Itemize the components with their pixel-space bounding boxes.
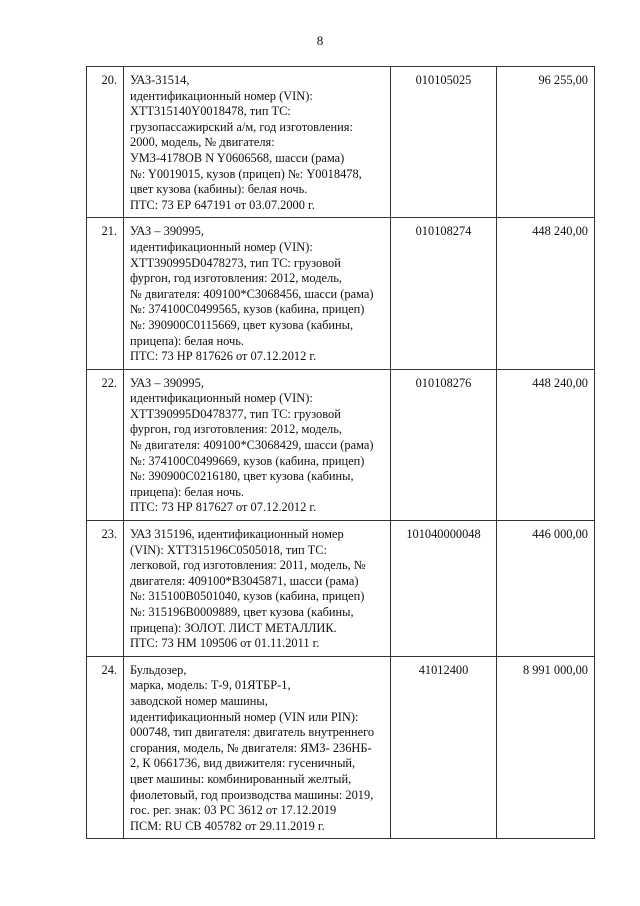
- description-line: XTT390995D0478377, тип ТС: грузовой: [130, 406, 341, 421]
- row-number: 23.: [87, 521, 124, 657]
- description-line: (VIN): XTT315196C0505018, тип ТС:: [130, 542, 327, 557]
- description-line: УАЗ – 390995,: [130, 375, 204, 390]
- description-line: УАЗ – 390995,: [130, 224, 204, 239]
- description-line: цвет кузова (кабины): белая ночь.: [130, 182, 308, 197]
- description-line: №: 390900С0216180, цвет кузова (кабины,: [130, 469, 354, 484]
- property-table: [86, 66, 595, 839]
- row-inventory-code: 41012400: [391, 656, 497, 839]
- description-line: № двигателя: 409100*С3068429, шасси (рама): [130, 438, 374, 453]
- row-description: [124, 67, 391, 218]
- description-line: фургон, год изготовления: 2012, модель,: [130, 271, 342, 286]
- description-line: прицепа): белая ночь.: [130, 333, 244, 348]
- row-price: 8 991 000,00: [497, 656, 595, 839]
- description-line: идентификационный номер (VIN):: [130, 239, 313, 254]
- description-line: ПТС: 73 НМ 109506 от 01.11.2011 г.: [130, 636, 320, 651]
- description-line: сгорания, модель, № двигателя: ЯМЗ- 236НБ-: [130, 740, 372, 755]
- row-description: [124, 521, 391, 657]
- table-row: [87, 656, 595, 839]
- row-number: 20.: [87, 67, 124, 218]
- description-line: ПТС: 73 ЕР 647191 от 03.07.2000 г.: [130, 197, 315, 212]
- description-line: прицепа): белая ночь.: [130, 484, 244, 499]
- row-number: 24.: [87, 656, 124, 839]
- row-number: 22.: [87, 369, 124, 520]
- description-line: идентификационный номер (VIN):: [130, 88, 313, 103]
- description-line: XTT315140Y0018478, тип ТС:: [130, 104, 291, 119]
- description-line: гос. рег. знак: 03 РС 3612 от 17.12.2019: [130, 803, 337, 818]
- description-line: ПТС: 73 НР 817626 от 07.12.2012 г.: [130, 349, 317, 364]
- row-inventory-code: 010108274: [391, 218, 497, 369]
- description-line: №: 315196В0009889, цвет кузова (кабины,: [130, 605, 354, 619]
- table-row: [87, 218, 595, 369]
- description-line: фургон, год изготовления: 2012, модель,: [130, 422, 342, 437]
- description-line: ПСМ: RU CB 405782 от 29.11.2019 г.: [130, 818, 325, 833]
- row-inventory-code: 010105025: [391, 67, 497, 218]
- description-line: №: 374100С0499565, кузов (кабина, прицеп): [130, 302, 365, 317]
- description-line: марка, модель: Т-9, 01ЯТБР-1,: [130, 678, 291, 693]
- description-line: №: 374100С0499669, кузов (кабина, прицеп): [130, 453, 365, 468]
- description-line: идентификационный номер (VIN):: [130, 391, 313, 406]
- row-inventory-code: 101040000048: [391, 521, 497, 657]
- description-line: №: 315100В0501040, кузов (кабина, прицеп): [130, 589, 365, 604]
- page-number: 8: [316, 33, 324, 48]
- table-row: [87, 369, 595, 520]
- description-line: грузопассажирский а/м, год изготовления:: [130, 119, 353, 134]
- description-line: №: Y0019015, кузов (прицеп) №: Y0018478,: [130, 166, 362, 181]
- description-line: идентификационный номер (VIN или PIN):: [130, 709, 359, 724]
- description-line: 2, К 0661736, вид движителя: гусеничный,: [130, 756, 356, 771]
- description-line: УАЗ 315196, идентификационный номер: [130, 527, 344, 542]
- row-description: [124, 369, 391, 520]
- row-description: [124, 218, 391, 369]
- row-description: [124, 656, 391, 839]
- description-line: №: 390900С0115669, цвет кузова (кабины,: [130, 317, 354, 332]
- row-price: 446 000,00: [497, 521, 595, 657]
- row-inventory-code: 010108276: [391, 369, 497, 520]
- table-row: [87, 521, 595, 657]
- description-line: легковой, год изготовления: 2011, модель, №: [130, 558, 366, 573]
- description-line: УАЗ-31514,: [130, 73, 190, 87]
- description-line: фиолетовый, год производства машины: 2019,: [130, 787, 374, 802]
- description-line: XTT390995D0478273, тип ТС: грузовой: [130, 255, 341, 270]
- description-line: прицепа): ЗОЛОТ. ЛИСТ МЕТАЛЛИК.: [130, 620, 337, 635]
- table-row: [87, 67, 595, 218]
- description-line: двигателя: 409100*В3045871, шасси (рама): [130, 573, 359, 588]
- row-price: 448 240,00: [497, 369, 595, 520]
- description-line: 2000, модель, № двигателя:: [130, 135, 275, 150]
- description-line: № двигателя: 409100*С3068456, шасси (рама): [130, 286, 374, 301]
- row-number: 21.: [87, 218, 124, 369]
- description-line: ПТС: 73 НР 817627 от 07.12.2012 г.: [130, 500, 317, 515]
- row-price: 448 240,00: [497, 218, 595, 369]
- description-line: Бульдозер,: [130, 662, 187, 677]
- description-line: УМЗ-4178OB N Y0606568, шасси (рама): [130, 150, 345, 165]
- row-price: 96 255,00: [497, 67, 595, 218]
- description-line: 000748, тип двигателя: двигатель внутреннего: [130, 725, 375, 740]
- description-line: цвет машины: комбинированный желтый,: [130, 771, 352, 786]
- description-line: заводской номер машины,: [130, 693, 268, 708]
- property-table-body: [87, 67, 595, 839]
